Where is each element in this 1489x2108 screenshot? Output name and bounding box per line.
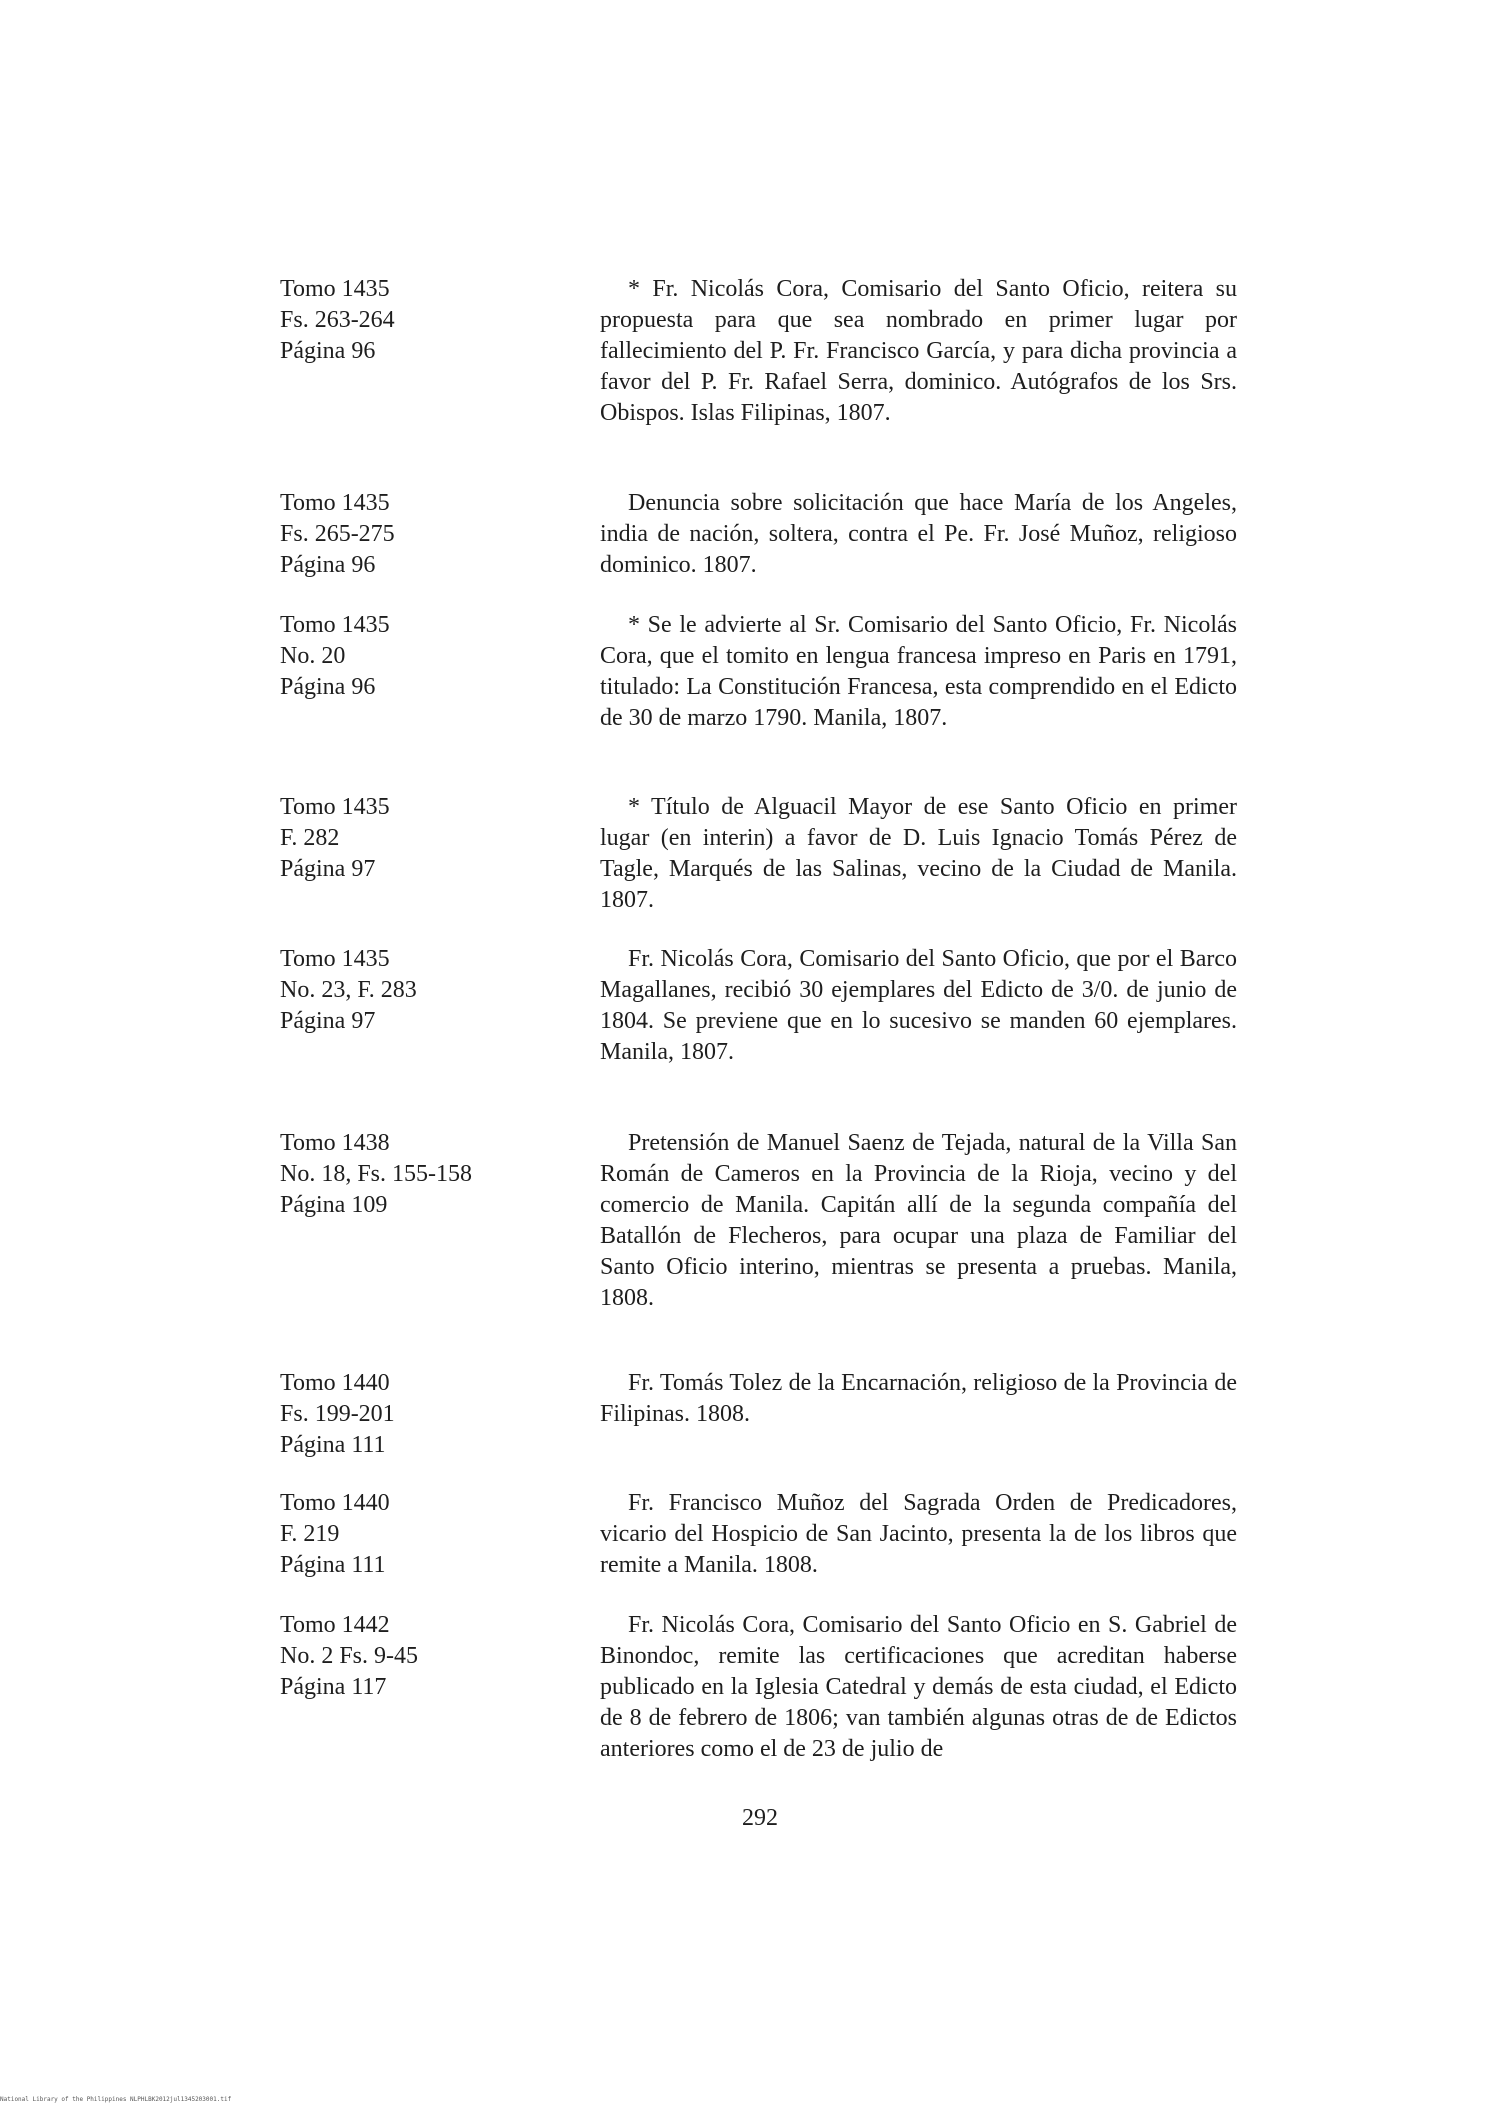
ref-page: Página 96 [280,674,376,700]
entry-description: Denuncia sobre solicitación que hace María de los Angeles, india de nación, soltera, contra el Pe. Fr. José Muñoz, religioso dominico. 1807. [600,490,1237,578]
entry-reference [280,944,550,1037]
ref-page: Página 96 [280,552,376,578]
entry-reference [280,488,550,581]
entry-reference [280,792,550,885]
ref-folio: F. 219 [280,1521,340,1547]
ref-page: Página 111 [280,1432,386,1458]
ref-folio: F. 282 [280,825,340,851]
entry-description: Fr. Nicolás Cora, Comisario del Santo Oficio, que por el Barco Magallanes, recibió 30 ejemplares del Edicto de 3/0. de junio de 1804. Se previene que en lo sucesivo se manden 60 ejemplares. Manila, 1807. [600,946,1237,1065]
ref-volume: Tomo 1440 [280,1370,390,1396]
ref-number: No. 2 Fs. 9-45 [280,1643,419,1669]
ref-number: No. 18, Fs. 155-158 [280,1161,473,1187]
scan-footer: National Library of the Philippines NLPHLBK2012jul1345203001.tif [0,2096,232,2103]
entry-reference [280,1368,550,1461]
ref-page: Página 109 [280,1192,388,1218]
entry-reference [280,1488,550,1581]
ref-number: No. 23, F. 283 [280,977,417,1003]
entry-reference [280,610,550,703]
entry-description: Fr. Tomás Tolez de la Encarnación, religioso de la Provincia de Filipinas. 1808. [600,1370,1237,1427]
ref-folios: Fs. 199-201 [280,1401,395,1427]
entry-description: Pretensión de Manuel Saenz de Tejada, natural de la Villa San Román de Cameros en la Provincia de la Rioja, vecino y del comercio de Manila. Capitán allí de la segunda compañía del Batallón de Flecheros, para ocupar una plaza de Familiar del Santo Oficio interino, mientras se presenta a pruebas. Manila, 1808. [600,1130,1237,1311]
ref-folios: Fs. 263-264 [280,307,395,333]
ref-page: Página 97 [280,1008,376,1034]
entry-description: Fr. Nicolás Cora, Comisario del Santo Oficio en S. Gabriel de Binondoc, remite las certificaciones que acreditan haberse publicado en la Iglesia Catedral y demás de esta ciudad, el Edicto de 8 de febrero de 1806; van también algunas otras de de Edictos anteriores como el de 23 de julio de [600,1612,1237,1762]
ref-volume: Tomo 1435 [280,276,390,302]
ref-page: Página 111 [280,1552,386,1578]
page-number: 292 [742,1805,778,1831]
entry-reference [280,1128,550,1221]
ref-volume: Tomo 1435 [280,490,390,516]
entry-reference [280,274,550,367]
ref-volume: Tomo 1435 [280,946,390,972]
ref-page: Página 97 [280,856,376,882]
ref-page: Página 96 [280,338,376,364]
entry-reference [280,1610,550,1703]
entry-description: Fr. Francisco Muñoz del Sagrada Orden de Predicadores, vicario del Hospicio de San Jacinto, presenta la de los libros que remite a Manila. 1808. [600,1490,1237,1578]
ref-page: Página 117 [280,1674,387,1700]
entry-description: * Se le advierte al Sr. Comisario del Santo Oficio, Fr. Nicolás Cora, que el tomito en lengua francesa impreso en Paris en 1791, titulado: La Constitución Francesa, esta comprendido en el Edicto de 30 de marzo 1790. Manila, 1807. [600,612,1237,731]
ref-volume: Tomo 1435 [280,612,390,638]
entry-description: * Fr. Nicolás Cora, Comisario del Santo Oficio, reitera su propuesta para que sea nombrado en primer lugar por fallecimiento del P. Fr. Francisco García, y para dicha provincia a favor del P. Fr. Rafael Serra, dominico. Autógrafos de los Srs. Obispos. Islas Filipinas, 1807. [600,276,1237,426]
entry-description: * Título de Alguacil Mayor de ese Santo Oficio en primer lugar (en interin) a favor de D. Luis Ignacio Tomás Pérez de Tagle, Marqués de las Salinas, vecino de la Ciudad de Manila. 1807. [600,794,1237,913]
ref-volume: Tomo 1435 [280,794,390,820]
ref-folios: Fs. 265-275 [280,521,395,547]
ref-number: No. 20 [280,643,346,669]
ref-volume: Tomo 1442 [280,1612,390,1638]
ref-volume: Tomo 1438 [280,1130,390,1156]
ref-volume: Tomo 1440 [280,1490,390,1516]
